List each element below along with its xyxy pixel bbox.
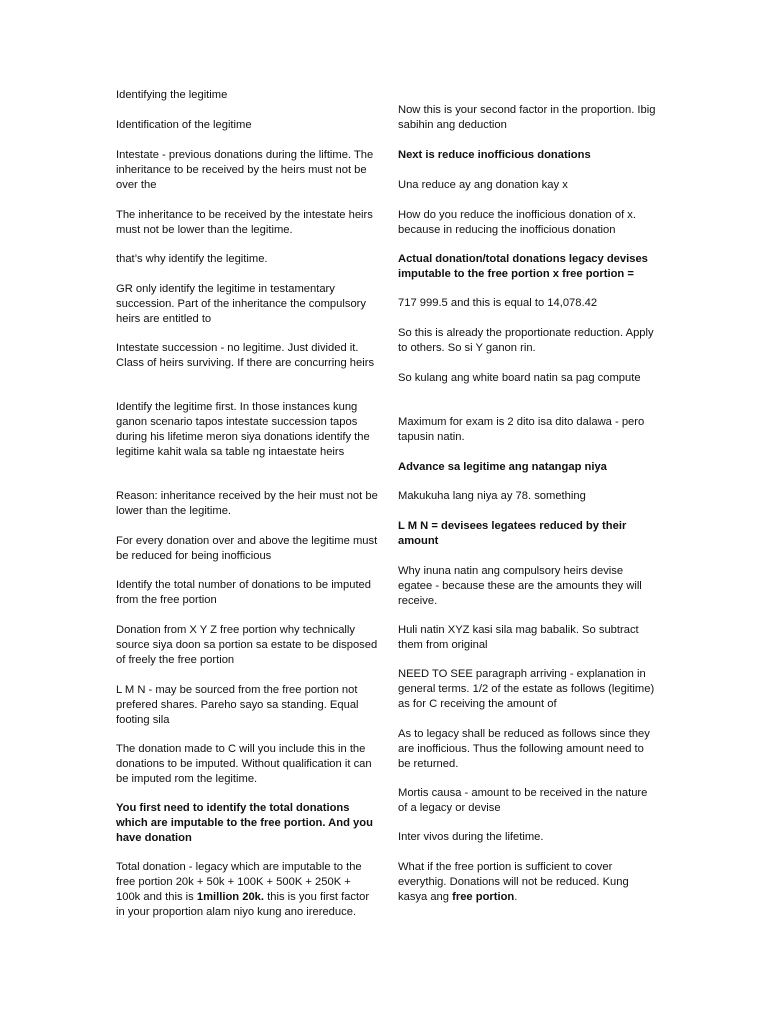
paragraph [116,860,378,920]
paragraph: How do you reduce the inofficious donation of x. because in reducing the inofficious donation [398,209,636,236]
paragraph: Inter vivos during the lifetime. [398,831,544,843]
paragraph: Identification of the legitime [116,119,252,131]
paragraph: So kulang ang white board natin sa pag compute [398,372,641,384]
paragraph: Reason: inheritance received by the heir must not be lower than the legitime. [116,490,378,517]
paragraph-text: Total donation - legacy which are imputable to the free portion 20k + 50k + 100K + 500K + 250K + 100k and this is [116,861,362,903]
paragraph: The donation made to C will you include this in the donations to be imputed. Without qualification it can be imputed rom the legitime. [116,743,372,785]
paragraph: Intestate - previous donations during the liftime. The inheritance to be received by the heirs must not be over the [116,149,374,191]
paragraph: For every donation over and above the legitime must be reduced for being inofficious [116,535,378,562]
paragraph: Why inuna natin ang compulsory heirs devise egatee - because these are the amounts they will receive. [398,565,642,607]
paragraph: Identify the legitime first. In those instances kung ganon scenario tapos intestate succession tapos during his lifetime meron siya donations identify the legitime kahit wala sa table ng intaestate heirs [116,401,370,458]
paragraph: 717 999.5 and this is equal to 14,078.42 [398,297,598,309]
paragraph: So this is already the proportionate reduction. Apply to others. So si Y ganon rin. [398,327,654,354]
bold-emphasis: free portion [452,891,515,903]
paragraph: Identifying the legitime [116,89,228,101]
paragraph: Mortis causa - amount to be received in the nature of a legacy or devise [398,787,648,814]
paragraph [398,860,656,905]
paragraph: Maximum for exam is 2 dito isa dito dalawa - pero tapusin natin. [398,416,645,443]
paragraph: Makukuha lang niya ay 78. something [398,490,586,502]
bold-paragraph: Actual donation/total donations legacy devises imputable to the free portion x free portion = [398,253,648,280]
bold-paragraph: L M N = devisees legatees reduced by their amount [398,520,627,547]
paragraph: Intestate succession - no legitime. Just divided it. Class of heirs surviving. If there are concurring heirs [116,342,375,369]
paragraph: Now this is your second factor in the proportion. Ibig sabihin ang deduction [398,104,656,131]
bold-emphasis: 1million 20k. [196,891,265,903]
paragraph: The inheritance to be received by the intestate heirs must not be lower than the legitime. [116,209,373,236]
bold-paragraph: Next is reduce inofficious donations [398,149,591,161]
paragraph-text: this is you first factor in your proportion alam niyo kung ano irereduce. [116,891,370,918]
bold-paragraph: You first need to identify the total donations which are imputable to the free portion. And you have donation [116,802,373,844]
bold-paragraph: Advance sa legitime ang natangap niya [398,461,607,473]
paragraph: that’s why identify the legitime. [116,253,268,265]
paragraph-text: . [514,891,518,903]
paragraph: Donation from X Y Z free portion why technically source siya doon sa portion sa estate to be disposed of freely the free portion [116,624,378,666]
paragraph: GR only identify the legitime in testamentary succession. Part of the inheritance the compulsory heirs are entitled to [116,283,366,325]
paragraph: Identify the total number of donations to be imputed from the free portion [116,579,371,606]
paragraph: Huli natin XYZ kasi sila mag babalik. So subtract them from original [398,624,639,651]
paragraph-text: What if the free portion is sufficient to cover everythig. Donations will not be reduced. Kung kasya ang [398,861,629,903]
paragraph: NEED TO SEE paragraph arriving - explanation in general terms. 1/2 of the estate as follows (legitime) as for C receiving the amount of [398,668,655,710]
paragraph: As to legacy shall be reduced as follows since they are inofficious. Thus the following amount need to be returned. [398,728,650,770]
paragraph: Una reduce ay ang donation kay x [398,179,568,191]
paragraph: L M N - may be sourced from the free portion not prefered shares. Pareho sayo sa standing. Equal footing sila [116,684,359,726]
